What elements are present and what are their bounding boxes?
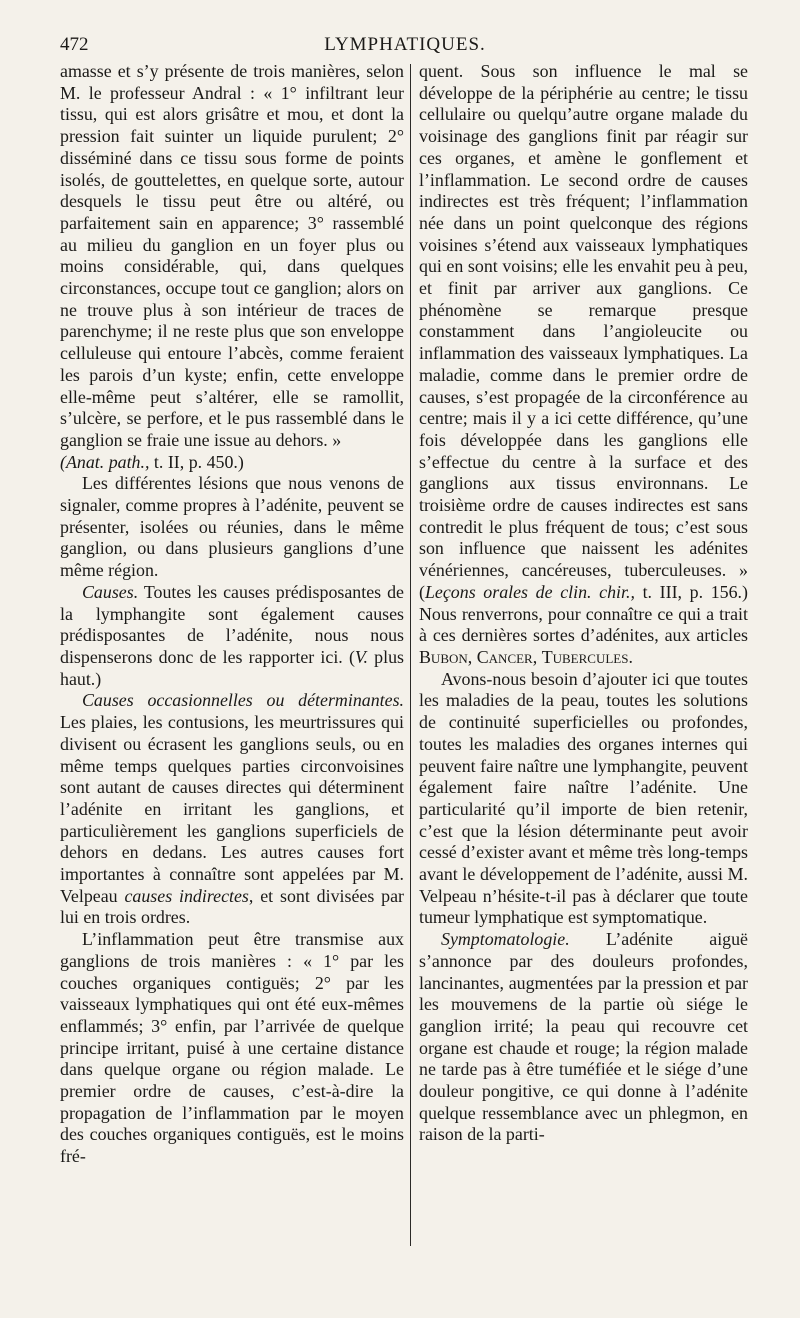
right-p1-end: . bbox=[628, 646, 633, 667]
right-p1-ref-rest: t. III, p. 156.) Nous renverrons, pour connaître ce qui a trait à ces dernières sortes d’adénites, aux articles bbox=[419, 581, 748, 646]
heading-causes-occasionnelles: Causes occasionnelles ou déterminantes. bbox=[82, 690, 404, 711]
left-p3-end: plus haut.) bbox=[60, 646, 405, 689]
running-title: LYMPHATIQUES. bbox=[324, 34, 486, 55]
left-p3-text: Toutes les causes prédisposantes de la lymphangite sont également causes prédisposantes de l’adénite, nous nous dispenserons donc de les rapporter ici. ( bbox=[60, 581, 404, 667]
left-p1-ref-rest: t. II, p. 450.) bbox=[149, 451, 244, 472]
crossref-tubercules: Tubercules bbox=[541, 646, 629, 667]
heading-causes: Causes. bbox=[82, 581, 139, 602]
running-head bbox=[60, 34, 750, 60]
crossref-cancer: Cancer bbox=[476, 646, 533, 667]
right-paragraph-2: Avons-nous besoin d’ajouter ici que toutes les maladies de la peau, toutes les solutions de continuité superficielles ou profondes, toutes les maladies des organes internes qui peuvent faire naître une lymphangite, peuvent également faire naître l’adénite. Une particularité qu’il importe de bien retenir, c’est que la lésion déterminante peut avoir cessé d’exister avant et même très long-temps avant le développement de l’adénite, aussi M. Velpeau n’hésite-t-il pas à déclarer que toute tumeur lymphatique est symptomatique. bbox=[419, 668, 748, 928]
left-paragraph-3 bbox=[60, 582, 404, 691]
right-p3-text: L’adénite aiguë s’annonce par des douleurs profondes, lancinantes, augmentées par la pression et par les mouvemens de la partie où siége le ganglion irrité; la peau qui recouvre cet organe est chaude et rouge; la région malade ne tarde pas à être tuméfiée et le siége d’une douleur pongitive, ce qui donne à l’adénite quelque ressemblance avec un phlegmon, en raison de la parti- bbox=[419, 929, 748, 1145]
left-p1-ref-title: (Anat. path., bbox=[60, 451, 150, 472]
column-divider bbox=[410, 64, 411, 1246]
left-p4-text-2: , et sont divisées par lui en trois ordres. bbox=[60, 885, 404, 928]
crossref-separator-1: , bbox=[467, 646, 477, 667]
left-p1-text: amasse et s’y présente de trois manières, selon M. le professeur Andral : « 1° infiltrant leur tissu, qui est alors grisâtre et mou, et dont la pression fait suinter un liquide purulent; 2° disséminé dans ce tissu sous forme de points isolés, de gouttelettes, en quelque sorte, autour desquels le tissu peut être ou altéré, ou parfaitement sain en apparence; 3° rassemblé au milieu du ganglion en un foyer plus ou moins considérable, qui, dans quelques circonstances, occupe tout ce ganglion; alors on ne trouve plus à son intérieur de traces de parenchyme; il ne reste plus que son enveloppe celluleuse qui entoure l’abcès, comme feraient les parois d’un kyste; enfin, cette enveloppe elle-même peut s’altérer, elle se ramollit, s’ulcère, se perfore, et le pus rassemblé dans le ganglion se fraie une issue au dehors. » bbox=[60, 61, 404, 450]
right-column bbox=[419, 61, 748, 1146]
left-p4-text-1: Les plaies, les contusions, les meurtrissures qui divisent ou écrasent les ganglions seuls, ou en même temps quelques parties circonvoisines sont autant de causes directes qui déterminent l’adénite en irritant les ganglions, et particulièrement les ganglions superficiels de dehors en dedans. Les autres causes fort importantes à connaître sont appelées par M. Velpeau bbox=[60, 712, 404, 906]
heading-symptomatologie: Symptomatologie. bbox=[441, 929, 570, 950]
page-number: 472 bbox=[60, 34, 89, 55]
left-p4-italic: causes indirectes bbox=[124, 885, 249, 906]
left-p3-v: V. bbox=[354, 646, 368, 667]
right-p1-text: quent. Sous son influence le mal se développe de la périphérie au centre; le tissu cellulaire ou quelqu’autre organe malade du voisinage des ganglions finit par réagir sur ces organes, et amène le gonflement et l’inflammation. Le second ordre de causes indirectes est très fréquent; l’inflammation née dans un point quelconque des régions voisines s’étend aux vaisseaux lymphatiques qui en sont voisins; elle les envahit peu à peu, et finit par arriver aux ganglions. Ce phénomène se remarque presque constamment dans l’angioleucite ou inflammation des vaisseaux lymphatiques. La maladie, comme dans le premier ordre de causes, s’est propagée de la circonférence au centre; mais il y a ici cette différence, qu’une fois développée dans les ganglions elle s’effectue du centre à la surface et des ganglions aux tissus environnans. Le troisième ordre de causes indirectes est sans contredit le plus fréquent de tous; c’est sous son influence que naissent les adénites vénériennes, cancéreuses, tuberculeuses. » ( bbox=[419, 61, 748, 602]
left-paragraph-2: Les différentes lésions que nous venons de signaler, comme propres à l’adénite, peuvent se présenter, isolées ou réunies, dans le même ganglion, ou dans plusieurs ganglions d’une même région. bbox=[60, 473, 404, 581]
left-column bbox=[60, 61, 404, 1168]
right-paragraph-3 bbox=[419, 929, 748, 1146]
crossref-bubon: Bubon bbox=[419, 646, 468, 667]
right-paragraph-1 bbox=[419, 61, 748, 669]
left-paragraph-5: L’inflammation peut être transmise aux ganglions de trois manières : « 1° par les couches organiques contiguës; 2° par les vaisseaux lymphatiques qui ont été eux-mêmes enflammés; 3° enfin, par l’arrivée de quelque principe irritant, puisé à une certaine distance dans quelque organe ou région malade. Le premier ordre de causes, c’est-à-dire la propagation de l’inflammation par le moyen des couches organiques contiguës, est le moins fré- bbox=[60, 929, 404, 1167]
left-paragraph-4 bbox=[60, 690, 404, 929]
left-paragraph-1 bbox=[60, 61, 404, 473]
right-p1-ref-title: Leçons orales de clin. chir., bbox=[424, 581, 635, 602]
crossref-separator-2: , bbox=[532, 646, 542, 667]
